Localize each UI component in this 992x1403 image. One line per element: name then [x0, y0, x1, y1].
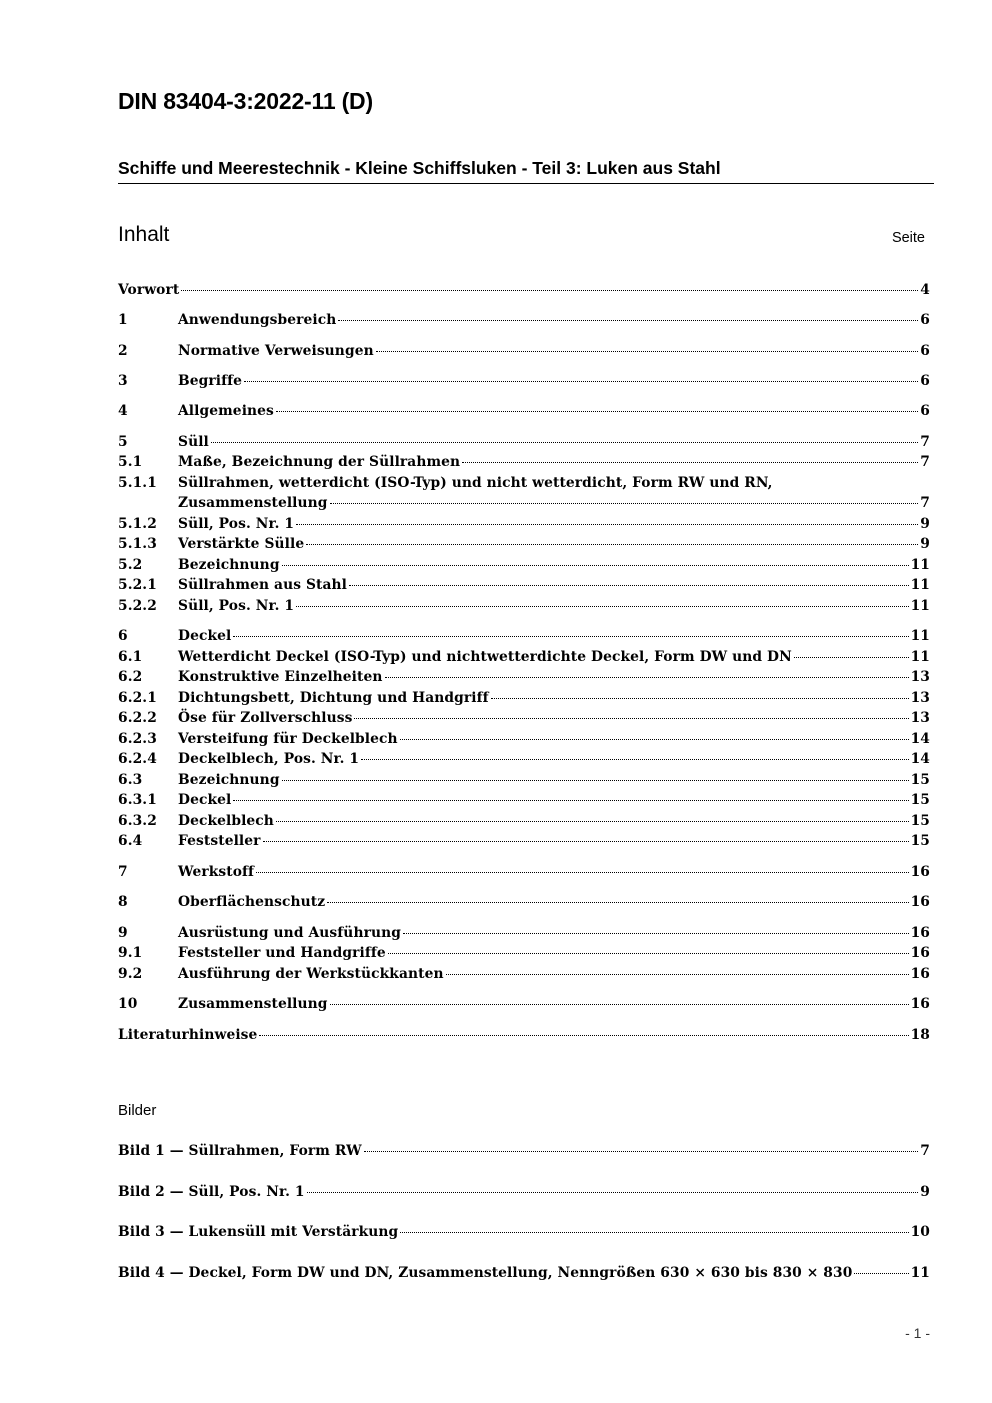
toc-entry[interactable] — [118, 831, 930, 851]
toc-entry[interactable] — [118, 341, 930, 361]
toc-entry-title: Begriffe — [178, 373, 243, 389]
toc-entry-page: 13 — [910, 690, 930, 706]
toc-entry-row — [118, 452, 930, 472]
toc-entry-page: 15 — [910, 833, 930, 849]
dot-leader — [263, 840, 909, 842]
toc-entry-page: 10 — [910, 1224, 930, 1240]
toc-entry-title: Maße, Bezeichnung der Süllrahmen — [178, 454, 461, 470]
toc-entry-page: 16 — [910, 925, 930, 941]
toc-entry[interactable] — [118, 923, 930, 943]
toc-entry-page: 18 — [910, 1027, 930, 1043]
toc-entry-row — [118, 964, 930, 984]
dot-leader — [276, 820, 909, 822]
contents-heading: Inhalt — [118, 223, 170, 246]
toc-entry-row — [118, 1263, 930, 1283]
toc-entry[interactable] — [118, 371, 930, 391]
toc-entry-row — [118, 729, 930, 749]
document-title: Schiffe und Meerestechnik - Kleine Schiffsluken - Teil 3: Luken aus Stahl — [118, 158, 934, 184]
toc-entry-page: 15 — [910, 772, 930, 788]
toc-entry-title: Zusammenstellung — [178, 996, 328, 1012]
toc-entry-page: 9 — [920, 1184, 930, 1200]
toc-entry-title: Vorwort — [118, 282, 180, 298]
toc-entry-row — [118, 596, 930, 616]
toc-entry-row — [118, 994, 930, 1014]
toc-entry[interactable] — [118, 943, 930, 963]
dot-leader — [388, 952, 909, 954]
dot-leader — [462, 461, 918, 463]
toc-entry[interactable] — [118, 729, 930, 749]
toc-entry-page: 16 — [910, 966, 930, 982]
toc-entry-title: Bild 3 — Lukensüll mit Verstärkung — [118, 1224, 399, 1240]
page-column-label: Seite — [891, 230, 925, 246]
toc-entry-row — [118, 401, 930, 421]
dot-leader — [400, 1231, 908, 1233]
toc-entry-title: Konstruktive Einzelheiten — [178, 669, 383, 685]
toc-entry[interactable] — [118, 708, 930, 728]
toc-entry-number: 6.3 — [118, 772, 143, 788]
toc-entry-row — [118, 749, 930, 769]
toc-entry[interactable] — [118, 688, 930, 708]
toc-entry-row — [118, 514, 930, 534]
toc-entry-row — [118, 280, 930, 300]
toc-entry-page: 16 — [910, 864, 930, 880]
toc-entry-row — [118, 862, 930, 882]
toc-entry-title: Süllrahmen aus Stahl — [178, 577, 348, 593]
toc-entry-row — [118, 892, 930, 912]
toc-entry-row — [118, 831, 930, 851]
toc-entry-title: Ausrüstung und Ausführung — [178, 925, 401, 941]
dot-leader — [244, 380, 918, 382]
toc-entry[interactable] — [118, 1025, 930, 1045]
toc-entry-title: Oberflächenschutz — [178, 894, 326, 910]
toc-entry-row — [118, 534, 930, 554]
page-number: - 1 - — [905, 1325, 930, 1341]
dot-leader — [330, 1003, 909, 1005]
toc-entry-page: 9 — [920, 516, 930, 532]
toc-entry[interactable] — [118, 596, 930, 616]
dot-leader — [491, 697, 909, 699]
toc-entry-number: 6.2.1 — [118, 690, 157, 706]
toc-entry-title: Deckel — [178, 792, 232, 808]
toc-entry[interactable] — [118, 647, 930, 667]
toc-entry-row — [118, 943, 930, 963]
toc-entry[interactable] — [118, 1182, 930, 1202]
toc-entry-number: 5 — [118, 434, 128, 450]
dot-leader — [349, 584, 909, 586]
toc-entry-row — [118, 790, 930, 810]
toc-entry-title: Süll — [178, 434, 209, 450]
dot-leader — [403, 932, 909, 934]
toc-entry-row — [118, 473, 930, 493]
toc-entry-title: Süll, Pos. Nr. 1 — [178, 516, 295, 532]
toc-entry[interactable] — [118, 432, 930, 452]
toc-entry-page: 16 — [910, 945, 930, 961]
toc-entry[interactable] — [118, 770, 930, 790]
toc-entry-title: Werkstoff — [178, 864, 255, 880]
toc-entry[interactable] — [118, 1141, 930, 1161]
toc-entry[interactable] — [118, 667, 930, 687]
toc-entry-row — [118, 626, 930, 646]
toc-entry[interactable] — [118, 555, 930, 575]
toc-entry[interactable] — [118, 811, 930, 831]
toc-entry-row — [118, 310, 930, 330]
toc-entry-row — [118, 770, 930, 790]
toc-entry-number: 9.2 — [118, 966, 143, 982]
toc-entry[interactable] — [118, 534, 930, 554]
toc-entry-row — [118, 1222, 930, 1242]
toc-entry-number: 4 — [118, 403, 128, 419]
toc-entry-title-continued: Zusammenstellung — [178, 495, 328, 511]
toc-entry-row — [118, 647, 930, 667]
toc-entry[interactable] — [118, 310, 930, 330]
toc-entry-page: 6 — [920, 403, 930, 419]
toc-entry-number: 6 — [118, 628, 128, 644]
toc-entry-row — [118, 1025, 930, 1045]
toc-entry-number: 9 — [118, 925, 128, 941]
toc-entry-page: 6 — [920, 312, 930, 328]
dot-leader — [256, 871, 909, 873]
toc-entry-page: 14 — [910, 731, 930, 747]
dot-leader — [259, 1034, 908, 1036]
dot-leader — [330, 502, 919, 504]
dot-leader — [282, 779, 909, 781]
dot-leader — [385, 676, 909, 678]
toc-entry-number: 3 — [118, 373, 128, 389]
toc-entry[interactable] — [118, 862, 930, 882]
toc-entry[interactable] — [118, 514, 930, 534]
toc-entry-page: 14 — [910, 751, 930, 767]
toc-entry-row — [118, 688, 930, 708]
toc-entry-page: 16 — [910, 894, 930, 910]
toc-entry-row — [118, 1182, 930, 1202]
toc-entry-number: 7 — [118, 864, 128, 880]
toc-entry-number: 6.2.2 — [118, 710, 157, 726]
toc-entry-number: 9.1 — [118, 945, 143, 961]
toc-entry-title: Bild 2 — Süll, Pos. Nr. 1 — [118, 1184, 305, 1200]
toc-entry-row — [118, 923, 930, 943]
toc-entry-number: 6.2 — [118, 669, 143, 685]
toc-entry-number: 5.1.3 — [118, 536, 157, 552]
figures-heading: Bilder — [118, 1102, 157, 1119]
toc-entry-number: 6.1 — [118, 649, 143, 665]
toc-entry[interactable] — [118, 1263, 930, 1283]
toc-entry-title: Deckelblech — [178, 813, 274, 829]
toc-entry-page: 16 — [910, 996, 930, 1012]
toc-entry-title: Allgemeines — [178, 403, 274, 419]
toc-entry-page: 15 — [910, 792, 930, 808]
toc-entry-continuation — [178, 493, 930, 513]
dot-leader — [296, 523, 918, 525]
toc-entry[interactable] — [118, 575, 930, 595]
toc-entry[interactable] — [118, 1222, 930, 1242]
toc-entry-title: Literaturhinweise — [118, 1027, 258, 1043]
toc-entry[interactable] — [118, 280, 930, 300]
toc-entry-title: Süllrahmen, wetterdicht (ISO-Typ) und nicht wetterdicht, Form RW und RN, — [178, 475, 773, 491]
dot-leader — [307, 1191, 919, 1193]
toc-entry-row — [118, 555, 930, 575]
toc-entry-title: Normative Verweisungen — [178, 343, 374, 359]
toc-entry-page: 11 — [910, 577, 930, 593]
toc-entry-page: 11 — [910, 1265, 930, 1281]
toc-entry-row — [118, 341, 930, 361]
toc-entry-page: 15 — [910, 813, 930, 829]
toc-entry-page: 9 — [920, 536, 930, 552]
dot-leader — [364, 1150, 919, 1152]
toc-entry-row — [118, 708, 930, 728]
toc-entry-page: 11 — [910, 557, 930, 573]
toc-entry[interactable] — [118, 964, 930, 984]
toc-entry-number: 5.1.2 — [118, 516, 157, 532]
toc-entry-number: 8 — [118, 894, 128, 910]
toc-entry-title: Feststeller — [178, 833, 261, 849]
dot-leader — [400, 738, 909, 740]
toc-entry-row — [118, 811, 930, 831]
toc-entry-page: 7 — [920, 454, 930, 470]
dot-leader — [282, 564, 909, 566]
toc-entry-page: 7 — [920, 1143, 930, 1159]
toc-entry-number: 5.1.1 — [118, 475, 157, 491]
toc-entry[interactable] — [118, 473, 930, 513]
toc-entry[interactable] — [118, 626, 930, 646]
toc-entry[interactable] — [118, 892, 930, 912]
toc-entry[interactable] — [118, 401, 930, 421]
toc-entry[interactable] — [118, 994, 930, 1014]
toc-entry-title: Süll, Pos. Nr. 1 — [178, 598, 295, 614]
dot-leader — [854, 1272, 908, 1274]
toc-entry-title: Bild 1 — Süllrahmen, Form RW — [118, 1143, 362, 1159]
toc-entry-title: Öse für Zollverschluss — [178, 710, 353, 726]
toc-entry[interactable] — [118, 452, 930, 472]
dot-leader — [361, 758, 908, 760]
toc-entry-number: 6.2.3 — [118, 731, 157, 747]
dot-leader — [354, 717, 908, 719]
toc-entry-row — [118, 575, 930, 595]
document-id: DIN 83404-3:2022-11 (D) — [118, 88, 373, 114]
toc-entry-title: Deckelblech, Pos. Nr. 1 — [178, 751, 360, 767]
toc-entry-title: Bezeichnung — [178, 557, 280, 573]
toc-entry-row — [118, 432, 930, 452]
toc-entry-number: 6.4 — [118, 833, 143, 849]
toc-entry-number: 6.3.2 — [118, 813, 157, 829]
toc-entry-page: 7 — [920, 434, 930, 450]
toc-entry-number: 5.2.1 — [118, 577, 157, 593]
toc-entry-page: 13 — [910, 710, 930, 726]
dot-leader — [211, 441, 918, 443]
toc-entry-title: Versteifung für Deckelblech — [178, 731, 398, 747]
toc-entry-title: Wetterdicht Deckel (ISO-Typ) und nichtwetterdichte Deckel, Form DW und DN — [178, 649, 792, 665]
toc-entry-title: Feststeller und Handgriffe — [178, 945, 386, 961]
toc-entry-number: 2 — [118, 343, 128, 359]
toc-entry-number: 6.2.4 — [118, 751, 157, 767]
dot-leader — [446, 973, 909, 975]
toc-entry-title: Dichtungsbett, Dichtung und Handgriff — [178, 690, 489, 706]
dot-leader — [233, 799, 908, 801]
toc-entry-number: 10 — [118, 996, 138, 1012]
toc-entry-page: 4 — [920, 282, 930, 298]
toc-entry[interactable] — [118, 790, 930, 810]
toc-entry-number: 6.3.1 — [118, 792, 157, 808]
dot-leader — [794, 656, 909, 658]
toc-entry-title: Bild 4 — Deckel, Form DW und DN, Zusammenstellung, Nenngrößen 630 × 630 bis 830 × 830 — [118, 1265, 853, 1281]
dot-leader — [233, 635, 908, 637]
toc-entry-title: Anwendungsbereich — [178, 312, 337, 328]
toc-entry-page: 11 — [910, 649, 930, 665]
toc-entry-number: 1 — [118, 312, 128, 328]
toc-entry-page: 11 — [910, 598, 930, 614]
toc-entry-page: 11 — [910, 628, 930, 644]
toc-entry-page: 6 — [920, 343, 930, 359]
dot-leader — [338, 319, 918, 321]
dot-leader — [181, 289, 918, 291]
toc-entry-title: Ausführung der Werkstückkanten — [178, 966, 444, 982]
toc-entry-row — [118, 1141, 930, 1161]
dot-leader — [376, 350, 919, 352]
toc-entry-row — [118, 371, 930, 391]
toc-entry-title: Bezeichnung — [178, 772, 280, 788]
toc-entry-page: 7 — [920, 495, 930, 511]
toc-entry[interactable] — [118, 749, 930, 769]
toc-entry-title: Verstärkte Sülle — [178, 536, 305, 552]
toc-entry-number: 5.1 — [118, 454, 143, 470]
toc-entry-number: 5.2 — [118, 557, 143, 573]
dot-leader — [296, 605, 909, 607]
toc-entry-page: 6 — [920, 373, 930, 389]
toc-entry-row — [118, 667, 930, 687]
toc-entry-number: 5.2.2 — [118, 598, 157, 614]
dot-leader — [276, 410, 918, 412]
toc-entry-page: 13 — [910, 669, 930, 685]
dot-leader — [327, 901, 908, 903]
toc-entry-title: Deckel — [178, 628, 232, 644]
dot-leader — [306, 543, 918, 545]
